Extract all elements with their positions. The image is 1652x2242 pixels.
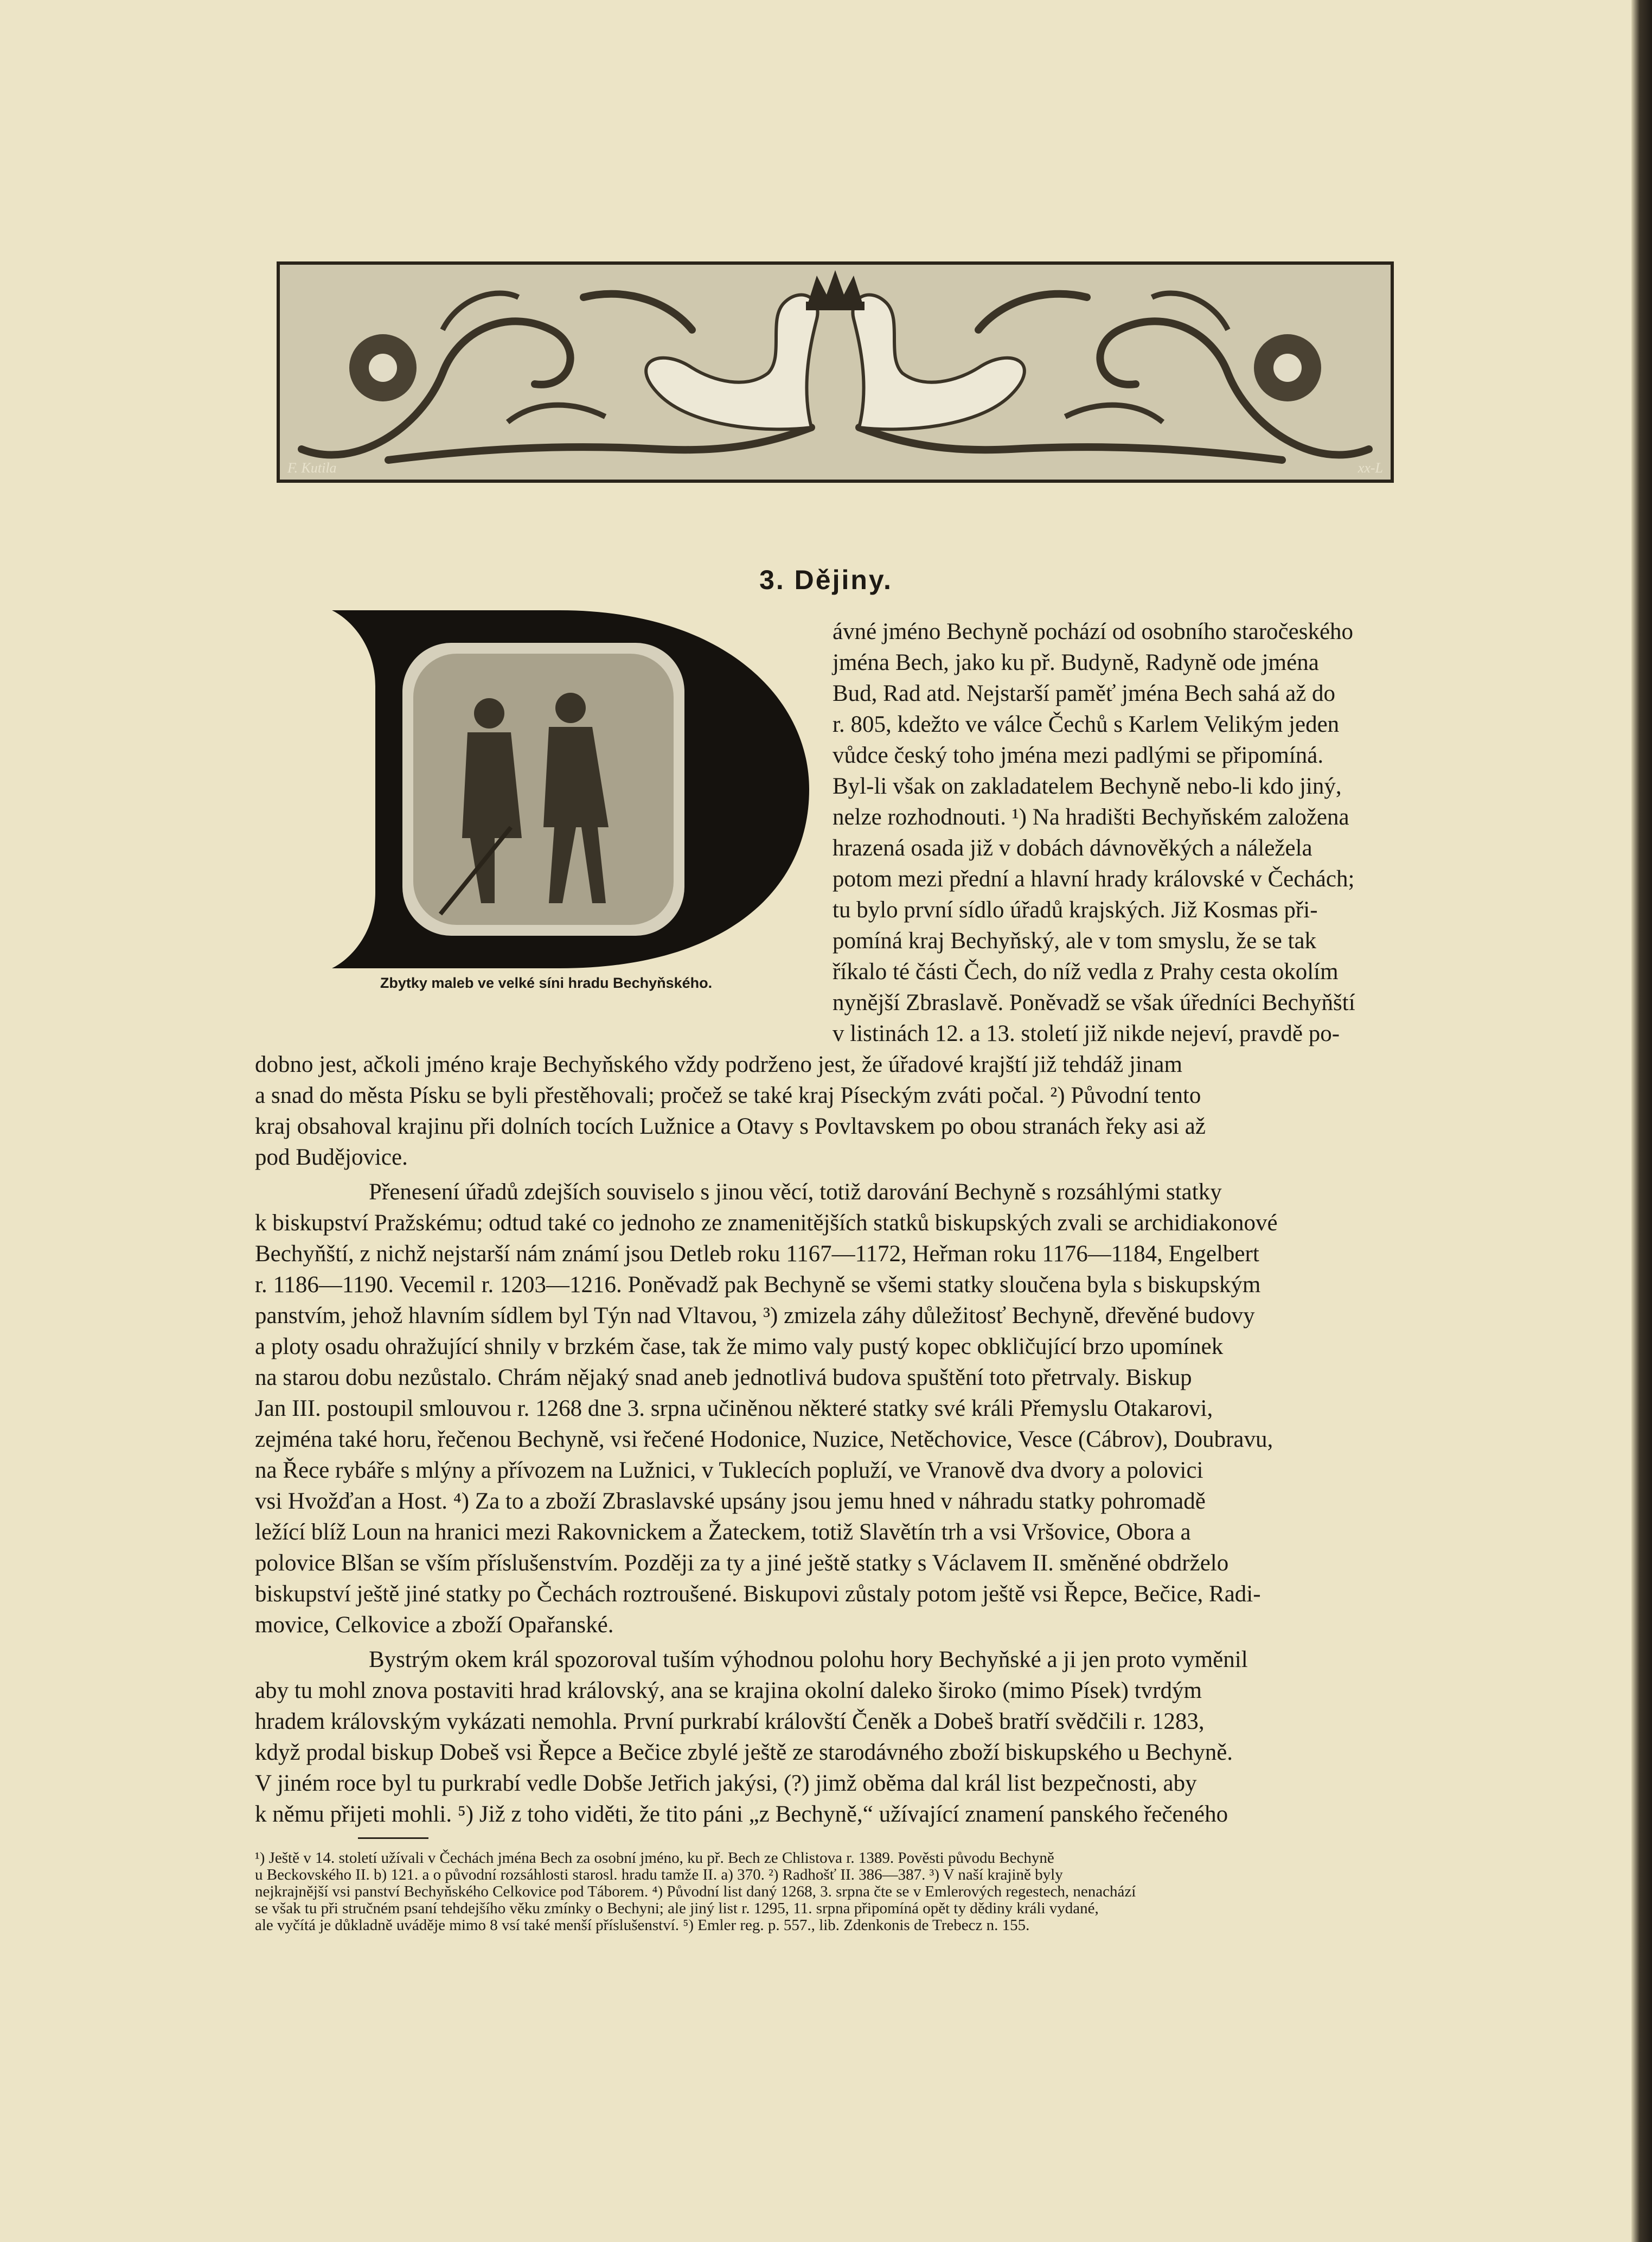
text-line: panstvím, jehož hlavním sídlem byl Týn nad Vltavou, ³) zmizela záhy důležitosť Bechyně, dřevěné budovy	[255, 1303, 1255, 1328]
text-line: nynější Zbraslavě. Poněvadž se však úředníci Bechyňští	[833, 990, 1355, 1015]
swans-crown-ornament-icon	[280, 265, 1391, 480]
text-line: biskupství ještě jiné statky po Čechách roztroušené. Biskupovi zůstaly potom ještě vsi Řepce, Bečice, Radi-	[255, 1581, 1261, 1607]
text-line: aby tu mohl znova postaviti hrad královský, ana se krajina okolní daleko široko (mimo Písek) tvrdým	[255, 1678, 1202, 1703]
text-line: movice, Celkovice a zboží Opařanské.	[255, 1612, 614, 1638]
text-line: vůdce český toho jména mezi padlými se připomíná.	[833, 743, 1324, 768]
text-line: ávné jméno Bechyně pochází od osobního staročeského	[833, 619, 1354, 644]
text-line: když prodal biskup Dobeš vsi Řepce a Bečice zbylé ještě ze starodávného zboží biskupského u Bechyně.	[255, 1740, 1233, 1765]
text-line: r. 1186—1190. Vecemil r. 1203—1216. Poněvadž pak Bechyně se všemi statky sloučena byla s biskupským	[255, 1272, 1261, 1298]
footnote-line: ale vyčítá je důkladně uváděje mimo 8 vsí také menší příslušenství. ⁵) Emler reg. p. 557., lib. Zdenkonis de Trebecz n. 155.	[255, 1917, 1030, 1934]
text-line: Přenesení úřadů zdejších souviselo s jinou věcí, totiž darování Bechyně s rozsáhlými statky	[369, 1179, 1222, 1205]
text-line: dobno jest, ačkoli jméno kraje Bechyňského vždy podrženo jest, že úřadové krajští již tehdáž jinam	[255, 1052, 1182, 1077]
text-line: potom mezi přední a hlavní hrady královské v Čechách;	[833, 866, 1355, 892]
footnote-line: u Beckovského II. b) 121. a o původní rozsáhlosti starosl. hradu tamže II. a) 370. ²) Radhošť II. 386—387. ³) V naší krajině byly	[255, 1866, 1063, 1883]
text-line: Bystrým okem král spozoroval tuším výhodnou polohu hory Bechyňské a ji jen proto vyměnil	[369, 1647, 1248, 1672]
page-edge-shadow	[1631, 0, 1652, 2242]
text-line: jména Bech, jako ku př. Budyně, Radyně ode jména	[833, 650, 1319, 675]
text-line: k biskupství Pražskému; odtud také co jednoho ze znamenitějších statků biskupských zvali se archidiakonové	[255, 1210, 1278, 1236]
text-line: r. 805, kdežto ve válce Čechů s Karlem Velikým jeden	[833, 712, 1340, 737]
text-line: a ploty osadu ohražující shnily v brzkém čase, tak že mimo valy pustý kopec obkličující brzo upomínek	[255, 1334, 1224, 1359]
engraver-signature-left: F. Kutila	[287, 460, 337, 476]
text-line: kraj obsahoval krajinu při dolních tocích Lužnice a Otavy s Povltavskem po obou stranách řeky asi až	[255, 1114, 1206, 1139]
footnote-line: ¹) Ještě v 14. století užívali v Čechách jména Bech za osobní jméno, ku př. Bech ze Chlistova r. 1389. Pověsti původu Bechyně	[255, 1849, 1054, 1867]
footnote-rule	[358, 1837, 428, 1839]
text-line: k němu přijeti mohli. ⁵) Již z toho viděti, že tito páni „z Bechyně,“ užívající znamení panského řečeného	[255, 1802, 1228, 1827]
text-line: Bechyňští, z nichž nejstarší nám známí jsou Detleb roku 1167—1172, Heřman roku 1176—1184, Engelbert	[255, 1241, 1259, 1267]
text-line: zejména také horu, řečenou Bechyně, vsi řečené Hodonice, Nuzice, Netěchovice, Vesce (Cábrov), Doubravu,	[255, 1427, 1273, 1452]
text-line: ležící blíž Loun na hranici mezi Rakovnickem a Žateckem, totiž Slavětín trh a vsi Vršovice, Obora a	[255, 1519, 1191, 1545]
section-heading: 3. Dějiny.	[759, 565, 893, 595]
text-line: a snad do města Písku se byli přestěhovali; pročež se také kraj Píseckým zváti počal. ²) Původní tento	[255, 1083, 1201, 1108]
ornamental-headpiece	[277, 261, 1394, 483]
text-line: říkalo té části Čech, do níž vedla z Prahy cesta okolím	[833, 959, 1339, 985]
text-line: pomíná kraj Bechyňský, ale v tom smyslu, že se tak	[833, 928, 1317, 954]
text-line: v listinách 12. a 13. století již nikde nejeví, pravdě po-	[833, 1021, 1340, 1046]
text-line: na starou dobu nezůstalo. Chrám nějaký snad aneb jednotlivá budova spuštění toto přetrvaly. Biskup	[255, 1365, 1192, 1390]
text-line: vsi Hvožďan a Host. ⁴) Za to a zboží Zbraslavské upsány jsou jemu hned v náhradu statky pohromadě	[255, 1489, 1206, 1514]
text-line: na Řece rybáře s mlýny a přívozem na Lužnici, v Tuklecích popluží, ve Vranově dva dvory a polovici	[255, 1458, 1203, 1483]
footnote-line: nejkrajnější vsi panství Bechyňského Celkovice pod Táborem. ⁴) Původní list daný 1268, 3. srpna čte se v Emlerových regestech, nenachází	[255, 1883, 1136, 1900]
engraver-signature-right: xx-L	[1358, 460, 1383, 476]
text-line: V jiném roce byl tu purkrabí vedle Dobše Jetřich jakýsi, (?) jimž oběma dal král list bezpečnosti, aby	[255, 1771, 1197, 1796]
text-line: hrazená osada již v dobách dávnověkých a náležela	[833, 835, 1312, 861]
text-line: Jan III. postoupil smlouvou r. 1268 dne 3. srpna učiněnou některé statky své králi Přemyslu Otakarovi,	[255, 1396, 1213, 1421]
text-line: Byl-li však on zakladatelem Bechyně nebo-li kdo jiný,	[833, 774, 1342, 799]
figure-caption: Zbytky maleb ve velké síni hradu Bechyňského.	[380, 975, 713, 991]
footnote-line: se však tu při stručném psaní tehdejšího věku zmínky o Bechyni; ale jiný list r. 1295, 11. srpna připomíná opět ty dědiny králi vydané,	[255, 1900, 1099, 1917]
text-line: hradem královským vykázati nemohla. První purkrabí královští Čeněk a Dobeš bratří svědčili r. 1283,	[255, 1709, 1205, 1734]
text-line: pod Budějovice.	[255, 1145, 408, 1170]
decorated-initial	[332, 610, 809, 968]
text-line: polovice Blšan se vším příslušenstvím. Později za ty a jiné ještě statky s Václavem II. směněné obdrželo	[255, 1550, 1229, 1576]
text-line: tu bylo první sídlo úřadů krajských. Již Kosmas při-	[833, 897, 1318, 923]
text-line: Bud, Rad atd. Nejstarší paměť jména Bech sahá až do	[833, 681, 1336, 706]
text-line: nelze rozhodnouti. ¹) Na hradišti Bechyňském založena	[833, 804, 1349, 830]
initial-letter-d-with-figures-icon	[332, 610, 809, 968]
